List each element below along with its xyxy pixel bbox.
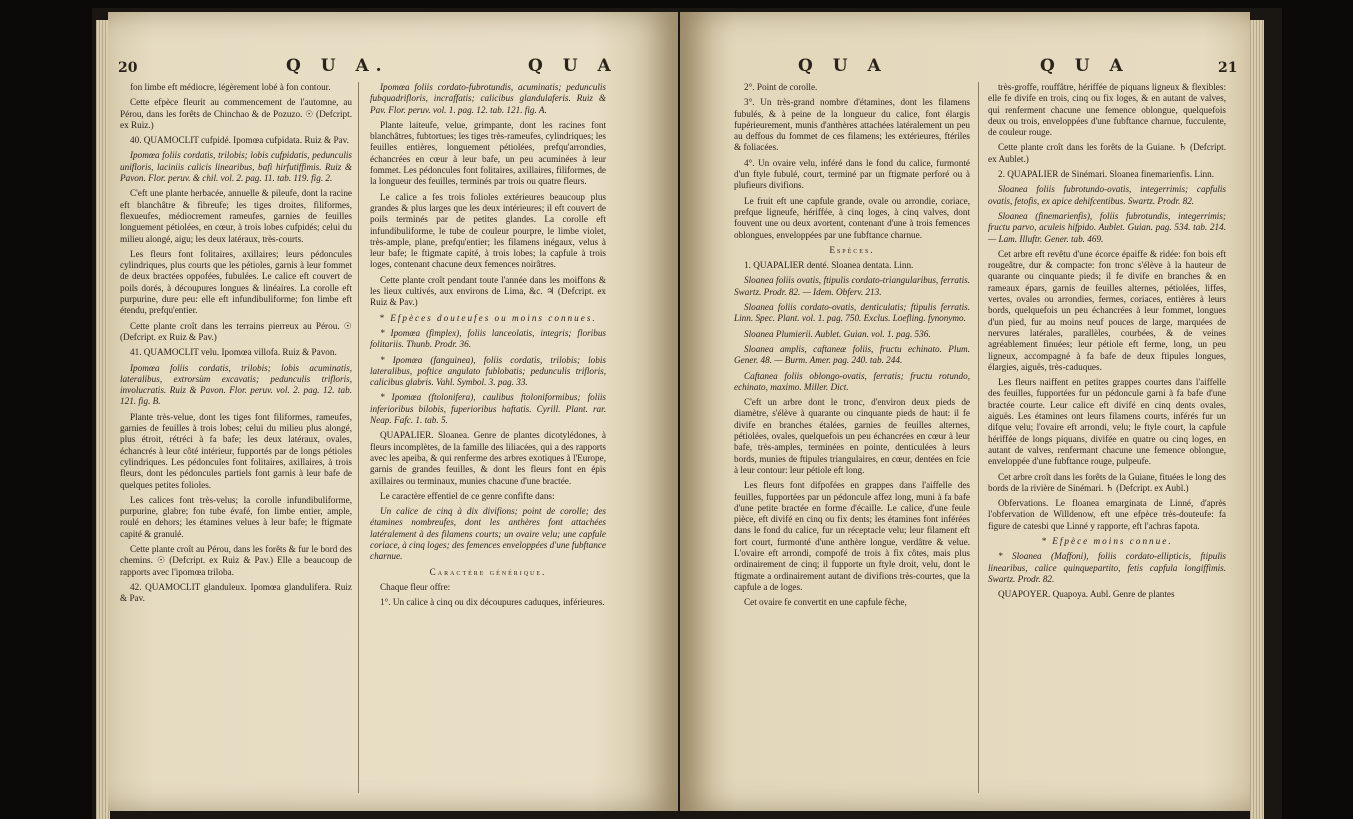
paragraph: 1°. Un calice à cinq ou dix découpures caduques, inférieures. xyxy=(380,597,605,608)
paragraph: Les calices font très-velus; la corolle infundibuliforme, purpurine, glabre; fon tube évafé, fon limbe entier, ample, roulé en dehors; les étamines velues à leur bafe; le ftigmate capité & granulé. xyxy=(120,494,352,539)
text-column-1 xyxy=(734,82,970,612)
column-divider xyxy=(978,82,979,793)
latin-description: * Ipomœa (fimplex), foliis lanceolatis, integris; floribus folitariis. Thunb. Prodr. 36. xyxy=(370,327,606,350)
latin-description: * Sloanea (Maffoni), foliis cordato-ellipticis, ftipulis linearibus, calice quinquepartito, fetis capfula longiffimis. Swartz. Prodr. 82. xyxy=(988,551,1226,584)
paragraph: Cet arbre eft revêtu d'une écorce épaiffe & ridée: fon bois eft rougeâtre, dur & compacte: fon tronc s'élève à la hauteur de quarante ou cinquante pieds; il fe divife en branches & en rameaux épars, garnis de feuilles alternes, pétiolées, liffes, vertes, ovales ou arrondies, fermes, coriaces, entières à leurs bords, quelquefois un peu échancrées à leur fommet, longues d'un pied, fur au moins neuf pouces de large, marquées de nervures latérales, parallèles, courbées, & de veines agréablement finuées; leur pétiole eft ferme, long, un peu ligneux, accompagné à fa bafe de deux ftipules longues, élargies, aiguës, très-caduques. xyxy=(988,248,1226,372)
genre-description: QUAPOYER. Quapoya. Aubl. Genre de plantes xyxy=(998,589,1175,600)
latin-description: Sloanea (finemarienfis), foliis fubrotundis, integerrimis; fructu parvo, aculeis hifpido. Aublet. Guian. pag. 534. tab. 214. — Lam. Illuftr. Gener. tab. 469. xyxy=(988,210,1226,244)
section-heading: Caractère générique. xyxy=(429,566,547,577)
paragraph: Cet arbre croît dans les forêts de la Guiane, fituées le long des bords de la rivière de Sinémari. ♄ (Defcript. ex Aubl.) xyxy=(988,471,1226,493)
paragraph: Les fleurs font folitaires, axillaires; leurs pédoncules cylindriques, plus courts que les pétioles, garnis à leur fommet de deux bractées oppofées, fubulées. Le calice eft couvert de poils dorés, à découpures longues & linéaires. La corolle eft purpurine, dure peu: elle eft infundibuliforme; fon limbe eft étendu, prefqu'entier. xyxy=(120,248,352,316)
species-heading: 1. QUAPALIER denté. Sloanea dentata. Linn. xyxy=(744,260,914,271)
text-column-2 xyxy=(988,82,1226,604)
paragraph: Le calice a fes trois folioles extérieures beaucoup plus grandes & plus larges que les deux intérieures; il eft couvert de poils terminés par de petites glandes. La corolle eft infundibuliforme, le tube de couleur pourpre, le limbe violet, très-ample, plane, prefqu'entier; les filamens inégaux, velus à leur bafe; le ftigmate capité, à trois lobes; la capfule à trois loges, contenant chacune deux femences noirâtres. xyxy=(370,191,606,270)
section-heading: Espèces. xyxy=(829,244,875,255)
paragraph: très-groffe, rouffâtre, hériffée de piquans ligneux & flexibles: elle fe divife en trois, cinq ou fix loges, & en autant de valves, qui renferment chacune une femence oblongue, quelquefois deux ou trois, enveloppées d'une fubftance charnue, fucculente, de couleur rouge. xyxy=(988,82,1226,138)
paragraph: fon limbe eft médiocre, légèrement lobé à fon contour. xyxy=(130,82,331,92)
paragraph: Un calice de cinq à dix divifions; point de corolle; des étamines nombreufes, dont les anthères font attachées latéralement à des filamens courts; un ovaire velu; une capfule coriace, à cinq loges; des femences enveloppées d'une fubftance charnue. xyxy=(370,506,606,562)
paragraph: Plante très-velue, dont les tiges font filiformes, rameufes, garnies de feuilles à trois lobes; celui du milieu plus alongé, plus étroit, rétréci à fa bafe; les deux latéraux, ovales, échancrés à leur côté intérieur, fupportés par de longs pétioles cylindriques. Les pédoncules font folitaires, axillaires, à trois fleurs, dont les pédoncules partiels font garnis à leur bafe de quelques petites folioles. xyxy=(120,411,352,490)
paragraph: C'eft une plante herbacée, annuelle & pileufe, dont la racine eft blanchâtre & fibreufe; les tiges droites, filiformes, flexueufes, médiocrement rameufes, garnies de feuilles longuement pétiolées, en cœur, à trois lobes cufpidés; celui du milieu alongé, aigu; les deux latéraux, très-courts. xyxy=(120,188,352,244)
paragraph: Plante laiteufe, velue, grimpante, dont les racines font blanchâtres, fubtortues; les tiges très-rameufes, cylindriques; les feuilles entières, longuement pétiolées, prefqu'arrondies, échancrées en cœur à leur bafe, un peu acuminées à leur fommet. Les pédoncules font folitaires, axillaires, filiformes, de la longueur des feuilles, terminés par trois ou quatre fleurs. xyxy=(370,119,606,187)
section-heading: * Efpèce moins connue. xyxy=(1041,535,1173,546)
latin-description: Caftanea foliis oblongo-ovatis, ferratis; fructu rotundo, echinato, maximo. Miller. Dict. xyxy=(734,370,970,392)
column-divider xyxy=(358,82,359,793)
paragraph: Chaque fleur offre: xyxy=(380,581,451,592)
paragraph: Cet ovaire fe convertit en une capfule fèche, xyxy=(744,597,907,608)
paragraph: 3°. Un très-grand nombre d'étamines, dont les filamens fubulés, & à peine de la longueur du calice, font élargis fupérieurement, munis d'anthères attachées latéralement un peu au deffous du fommet de ces filamens; les extérieures, ftériles & foliacées. xyxy=(734,97,970,153)
running-head: Q U A xyxy=(798,56,888,76)
running-head: Q U A xyxy=(528,56,618,76)
paragraph: C'eft un arbre dont le tronc, d'environ deux pieds de diamètre, s'élève à quarante ou cinquante pieds de haut: il fe divife en branches étalées, garnies de feuilles alternes, pétiolées, ovales, quelquefois un peu échancrées en cœur à leur bafe, très-amples, terminées en pointe, denticulées à leurs bords, munies de ftipules triangulaires, en cœur, dentées en fcie à leur contour: leur pétiole eft long. xyxy=(734,397,970,475)
paragraph: Cette efpèce fleurit au commencement de l'automne, au Pérou, dans les forêts de Chinchao & de Pozuzo. ☉ (Defcript. ex Ruiz.) xyxy=(120,97,352,130)
species-heading: 40. QUAMOCLIT cufpidé. Ipomœa cufpidata. Ruiz & Pav. xyxy=(130,135,349,146)
species-heading: 2. QUAPALIER de Sinémari. Sloanea finemarienfis. Linn. xyxy=(998,169,1215,180)
latin-description: Sloanea foliis ovatis, ftipulis cordato-triangularibus, ferratis. Swartz. Prodr. 82. — Idem. Obferv. 213. xyxy=(734,275,970,297)
paragraph: Les fleurs naiffent en petites grappes courtes dans l'aiffelle des feuilles, fupportées fur un pédoncule garni à fa bafe d'une bractée courte. Leur calice eft divifé en cinq dents ovales, aiguës. Les étamines ont leurs filamens courts, inférés fur un difque velu; l'ovaire eft arrondi, velu; le ftyle court, la capfule hériffée de longs piquans, divifée en quatre ou cinq loges, en autant de valves, renfermant chacune une femence oblongue, enveloppée d'une fubftance rouge, pulpeufe. xyxy=(988,377,1226,467)
paragraph: 2°. Point de corolle. xyxy=(744,82,818,92)
right-page xyxy=(680,12,1250,811)
text-column-2 xyxy=(370,82,606,612)
genre-description: QUAPALIER. Sloanea. Genre de plantes dicotylédones, à fleurs incomplètes, de la famille des liliacées, qui a des rapports avec les apeiba, & qui renferme des arbres exotiques à l'Europe, garnis de grandes feuilles, & dont les fleurs font en épis axillaires ou terminaux, munies chacune d'une bractée. xyxy=(370,430,606,486)
paragraph: Cette plante croît au Pérou, dans les forêts & fur le bord des chemins. ☉ (Defcript. ex Ruiz & Pav.) Elle a beaucoup de rapports avec l'ipomœa triloba. xyxy=(120,543,352,577)
latin-description: Ipomœa foliis cordatis, trilobis; lobis acuminatis, lateralibus, extrorsùm excavatis; pedunculis trifloris, involucratis. Ruiz & Pavon. Flor. peruv. vol. 2. pag. 12. tab. 121. fig. B. xyxy=(120,362,352,407)
latin-description: Ipomœa foliis cordatis, trilobis; lobis cufpidatis, pedunculis unifloris, laciniis calicis linearibus, bafi hirfutiffimis. Ruiz & Pavon. Flor. peruv. & chil. vol. 2. pag. 11. tab. 119. fig. 2. xyxy=(120,150,352,184)
running-head: Q U A xyxy=(1040,56,1130,76)
latin-description: Sloanea amplis, caftaneæ foliis, fructu echinato. Plum. Gener. 48. — Burm. Amer. pag. 240. tab. 244. xyxy=(734,343,970,366)
page-number: 20 xyxy=(118,60,138,76)
page-number: 21 xyxy=(1218,60,1238,76)
left-page xyxy=(108,12,678,811)
species-heading: 42. QUAMOCLIT glanduleux. Ipomœa glandulifera. Ruiz & Pav. xyxy=(120,581,352,604)
paragraph: Cette plante croît dans les terrains pierreux au Pérou. ☉ (Defcript. ex Ruiz & Pav.) xyxy=(120,320,352,342)
paragraph: Cette plante croît dans les forêts de la Guiane. ♄ (Defcript. ex Aublet.) xyxy=(988,142,1226,164)
latin-description: * Ipomœa (fanguinea), foliis cordatis, trilobis; lobis lateralibus, poftice angulato fublobatis; pedunculis trifloris, calicibus glabris. Vahl. Symbol. 3. pag. 33. xyxy=(370,354,606,388)
latin-description: Ipomœa foliis cordato-fubrotundis, acuminatis; pedunculis fubquadrifloris, incraffatis; calicibus glandulaferis. Ruiz & Pav. Flor. peruv. vol. 1. pag. 12. tab. 121. fig. A. xyxy=(370,82,606,115)
paragraph: Le caractère effentiel de ce genre confifte dans: xyxy=(380,490,555,501)
species-heading: 41. QUAMOCLIT velu. Ipomœa villofa. Ruiz & Pavon. xyxy=(130,347,337,358)
section-heading: * Efpèces douteufes ou moins connues. xyxy=(379,312,597,323)
latin-description: Sloanea foliis cordato-ovatis, denticulatis; ftipulis ferratis. Linn. Spec. Plant. vol. 1. pag. 750. Exclus. Loefling. fynonymo. xyxy=(734,302,970,324)
paragraph: 4°. Un ovaire velu, inféré dans le fond du calice, furmonté d'un ftyle fubulé, court, terminé par un ftigmate perforé ou à plufieurs divifions. xyxy=(734,157,970,191)
running-head: Q U A. xyxy=(286,56,389,76)
paragraph: Cette plante croît pendant toute l'année dans les moiffons & les lieux cultivés, aux environs de Lima, &c. ♃ (Defcript. ex Ruiz & Pav.) xyxy=(370,274,606,308)
paragraph: Le fruit eft une capfule grande, ovale ou arrondie, coriace, prefque ligneufe, hériffée, à cinq loges, à cinq valves, dont fouvent une ou deux avortent, contenant d'une à trois femences oblongues, enveloppées par une fubftance charnue. xyxy=(734,195,970,240)
latin-description: Sloanea foliis fubrotundo-ovatis, integerrimis; capfulis ovatis, fetofis, ex apice dehifcentibus. Swartz. Prodr. 82. xyxy=(988,184,1226,206)
text-column-1 xyxy=(120,82,352,608)
paragraph: Obfervations. Le floanea emarginata de Linné, d'après l'obfervation de Willdenow, eft une efpèce très-douteufe: fa figure de catesbi que Linné y rapporte, eft l'achras fapota. xyxy=(988,498,1226,531)
page-edges-right xyxy=(1250,20,1264,819)
latin-description: * Ipomœa (ftolonifera), caulibus ftoloniformibus; foliis inferioribus bilobis, fuperioribus haftatis. Cyrill. Plant. rar. Neap. Fafc. 1. tab. 5. xyxy=(370,392,606,426)
paragraph: Les fleurs font difpofées en grappes dans l'aiffelle des feuilles, fupportées par un pédoncule affez long, muni à fa bafe d'une petite bractée en forme d'écaille. Le calice, d'une feule pièce, eft divifé en cinq ou fix dents; les étamines font inférées dans le fond du calice, fur un réceptacle velu; leur filament eft fort court, furmonté d'une anthère longue, verdâtre & velue. L'ovaire eft arrondi, compofé de trois à fix côtes, mais plus ordinairement de cinq; il fupporte un ftyle droit, velu, dont le ftigmate a ordinairement autant de divifions très-courtes, que la capfule a de loges. xyxy=(734,480,970,592)
latin-description: Sloanea Plumierii. Aublet. Guian. vol. 1. pag. 536. xyxy=(744,328,931,339)
